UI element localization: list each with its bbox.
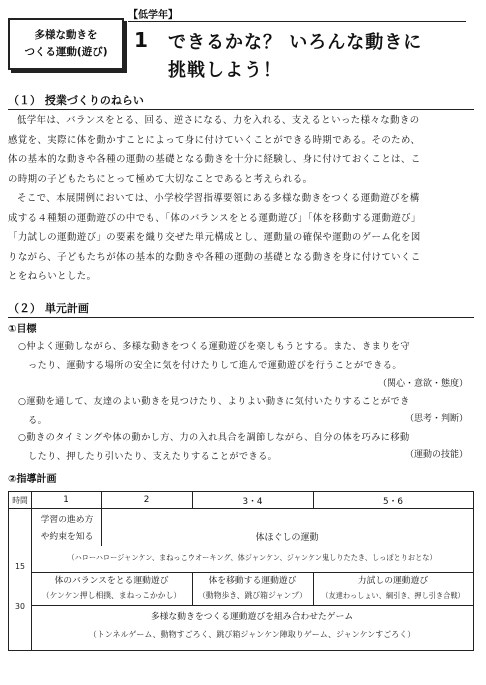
text-line: とをねらいとした。 xyxy=(8,271,97,282)
plan-heading: ②指導計画 xyxy=(8,474,57,485)
title-rule xyxy=(128,21,466,22)
time-label-30: 30 xyxy=(15,601,25,611)
goal-2-category: （思考・判断） xyxy=(404,414,468,424)
goals-heading: ①目標 xyxy=(8,324,37,335)
movement-block xyxy=(192,574,313,605)
category-line-2: つくる運動(遊び) xyxy=(24,46,108,58)
text-line: 体の基本的な動きや各種の運動の基礎となる動きを十分に経験し、身に付けておくことは、こ xyxy=(8,154,421,165)
warmup-detail: （ハローハロージャンケン、まねっこウオーキング、体ジャンケン、ジャンケン鬼しりたたき、しっぽとりおとな） xyxy=(67,553,437,562)
balance-detail: （ケンケン押し相撲、まねっこかかし） xyxy=(41,591,182,600)
header-lesson-3-4: 3・4 xyxy=(242,496,263,507)
time-label-15: 15 xyxy=(15,561,25,571)
page-title-line-1: できるかな？ いろんな動きに xyxy=(168,32,423,53)
warmup-title: 体ほぐしの運動 xyxy=(255,532,319,543)
balance-block xyxy=(31,574,192,605)
header-lesson-1: 1 xyxy=(63,495,69,505)
category-line-1: 多様な動きを xyxy=(34,29,98,41)
page-title-line-2: 挑戦しよう！ xyxy=(168,60,282,81)
movement-detail: （動物歩き、跳び箱ジャンプ） xyxy=(198,591,307,600)
balance-title: 体のバランスをとる運動遊び xyxy=(54,576,169,586)
goal-3-category: （運動の技能） xyxy=(404,450,468,460)
unit-category-box xyxy=(8,18,124,70)
movement-title: 体を移動する運動遊び xyxy=(208,576,297,586)
text-line: ○動きのタイミングや体の動かし方、力の入れ具合を調節しながら、自分の体を巧みに移動 xyxy=(18,432,410,443)
text-line: る。 xyxy=(28,415,48,426)
intro-cell xyxy=(33,512,101,546)
table-hline xyxy=(9,508,473,509)
grade-label: 【低学年】 xyxy=(128,10,178,21)
strength-detail: （友達わっしょい、綱引き、押し引き合戦） xyxy=(321,591,465,600)
text-line: 感覚を、実際に体を動かすことによって身に付けていくことができる時期である。そのため、 xyxy=(8,134,421,146)
strength-block xyxy=(313,574,473,605)
text-line: ったり、運動する場所の安全に気を付けたりして進んで運動遊びを行うことができる。 xyxy=(28,360,402,371)
unit-number: 1 xyxy=(134,28,148,52)
strength-title: 力試しの運動遊び xyxy=(357,576,429,586)
intro-line-1: 学習の進め方 xyxy=(40,515,94,525)
text-line: の時期の子どもたちにとって極めて大切なことであると考えられる。 xyxy=(8,173,313,185)
intro-line-2: や約束を知る xyxy=(40,532,94,542)
section-1-paragraph-1 xyxy=(8,111,474,189)
goal-3 xyxy=(18,428,468,466)
teaching-plan-table xyxy=(8,491,474,651)
header-lesson-2: 2 xyxy=(143,495,150,505)
goal-1-category: （関心・意欲・態度） xyxy=(377,379,468,389)
section-2-heading: （２） 単元計画 xyxy=(8,302,89,315)
section-2-underline xyxy=(8,317,474,318)
combined-game-detail: （トンネルゲーム、動物すごろく、跳び箱ジャンケン陣取りゲーム、ジャンケンすごろく） xyxy=(88,630,416,639)
text-line: 「力試しの運動遊び」の要素を織り交ぜた単元構成とし、運動量の確保や運動のゲーム化を図 xyxy=(8,232,421,243)
header-lesson-5-6: 5・6 xyxy=(383,496,403,507)
text-line: ○運動を通して、友達のよい動きを見つけたり、よりよい動きに気付いたりすることができ xyxy=(18,396,410,407)
table-hline xyxy=(31,572,473,573)
text-line: したり、押したり引いたり、支えたりすることができる。 xyxy=(28,451,278,462)
section-1-paragraph-2 xyxy=(8,189,474,287)
text-line: 成する４種類の運動遊びの中でも、「体のバランスをとる運動遊び」「体を移動する運動遊び」 xyxy=(8,212,421,224)
combined-game-block xyxy=(31,609,473,643)
table-hline xyxy=(31,605,473,606)
text-line: 低学年は、バランスをとる、回る、逆さになる、力を入れる、支えるといった様々な動きの xyxy=(17,115,420,126)
goal-1 xyxy=(18,337,468,375)
text-line: そこで、本展開例においては、小学校学習指導要領にある多様な動きをつくる運動遊びを構 xyxy=(17,193,420,204)
combined-game-title: 多様な動きをつくる運動遊びを組み合わせたゲーム xyxy=(150,612,354,622)
text-line: ○仲よく運動しながら、多様な動きをつくる運動遊びを楽しもうとする。また、きまりを守 xyxy=(18,341,410,352)
section-1-underline xyxy=(8,109,474,110)
text-line: りながら、子どもたちが体の基本的な動きや各種の運動の基礎となる動きを身に付けていくこ xyxy=(8,251,421,263)
header-period: 時間 xyxy=(12,495,28,505)
section-1-heading: （１） 授業づくりのねらい xyxy=(8,94,144,107)
goal-2 xyxy=(18,392,468,430)
